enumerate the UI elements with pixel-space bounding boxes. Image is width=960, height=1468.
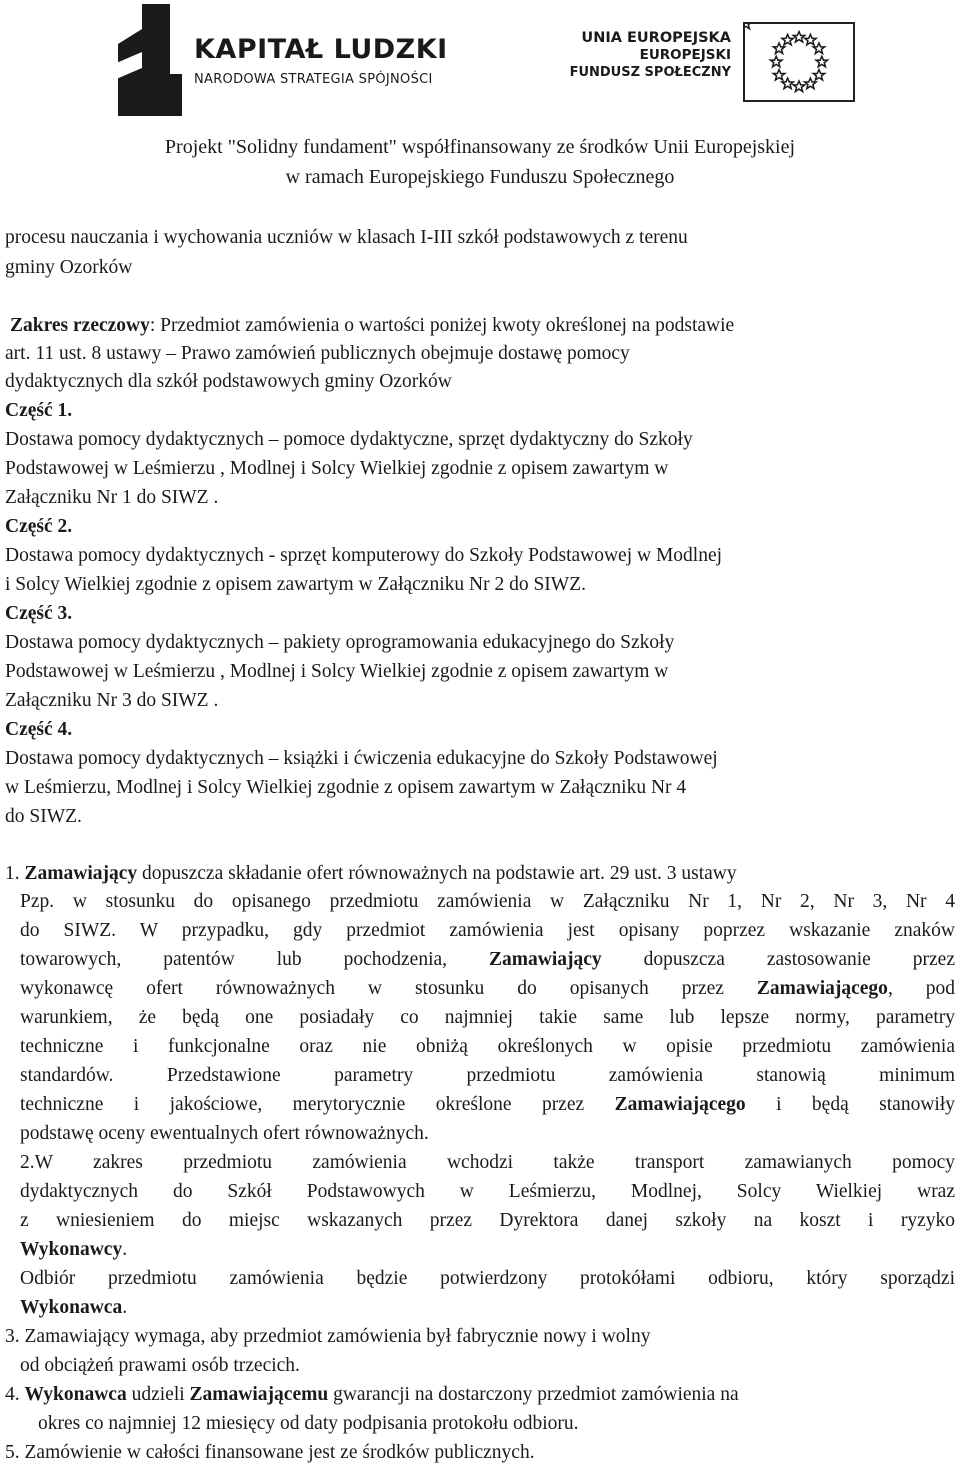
scope-line-3: dydaktycznych dla szkół podstawowych gminy Ozorków <box>5 371 452 392</box>
item-4-line-1-post: gwarancji na dostarczony przedmiot zamówienia na <box>328 1384 739 1405</box>
kapital-ludzki-emblem-icon <box>112 4 184 116</box>
part-4-line-1: Dostawa pomocy dydaktycznych – książki i ćwiczenia edukacyjne do Szkoły Podstawowej <box>5 748 718 769</box>
kapital-ludzki-subtitle: NARODOWA STRATEGIA SPÓJNOŚCI <box>194 72 433 87</box>
item-1-line-4-bold: Zamawiający <box>489 949 602 970</box>
scope-line-1-text: : Przedmiot zamówienia o wartości poniżej kwoty określonej na podstawie <box>149 315 735 336</box>
item-4-bold-wykonawca: Wykonawca <box>24 1384 127 1405</box>
item-2-line-6-bold: Wykonawca <box>20 1297 123 1318</box>
eu-line-2: EUROPEJSKI <box>639 47 731 63</box>
part-4-line-2: w Leśmierzu, Modlnej i Solcy Wielkiej zgodnie z opisem zawartym w Załączniku Nr 4 <box>5 777 687 798</box>
item-4-bold-zamawiajacemu: Zamawiającemu <box>189 1384 329 1405</box>
scope-line-1 <box>10 314 734 338</box>
part-1-heading <box>5 399 72 423</box>
item-2-line-6 <box>20 1296 955 1320</box>
part-2-line-2: i Solcy Wielkiej zgodnie z opisem zawartym w Załączniku Nr 2 do SIWZ. <box>5 574 586 595</box>
item-1-line-9-post: i będą stanowiły <box>745 1094 955 1115</box>
part-4-line-3: do SIWZ. <box>5 806 82 827</box>
part-1-heading-text: Część 1. <box>5 400 73 421</box>
item-2-line-3: z wniesieniem do miejsc wskazanych przez Dyrektora danej szkoły na koszt i ryzyko <box>20 1210 955 1231</box>
part-3-heading-text: Część 3. <box>5 603 73 624</box>
kapital-ludzki-logo <box>112 4 448 116</box>
item-4-line-1 <box>5 1383 739 1407</box>
part-1-line-1: Dostawa pomocy dydaktycznych – pomoce dydaktyczne, sprzęt dydaktyczny do Szkoły <box>5 429 693 450</box>
item-1-line-5-bold: Zamawiającego <box>756 978 888 999</box>
item-1-line-9-bold: Zamawiającego <box>614 1094 746 1115</box>
item-1-line-7: techniczne i funkcjonalne oraz nie obniżą określonych w opisie przedmiotu zamówienia <box>20 1036 955 1057</box>
item-3-line-2: od obciążeń prawami osób trzecich. <box>20 1355 300 1376</box>
part-3-line-1: Dostawa pomocy dydaktycznych – pakiety oprogramowania edukacyjnego do Szkoły <box>5 632 675 653</box>
eu-line-3: FUNDUSZ SPOŁECZNY <box>569 65 731 80</box>
item-1-line-9 <box>20 1093 955 1117</box>
part-1-line-2: Podstawowej w Leśmierzu , Modlnej i Solcy Wielkiej zgodnie z opisem zawartym w <box>5 458 669 479</box>
scope-line-2: art. 11 ust. 8 ustawy – Prawo zamówień publicznych obejmuje dostawę pomocy <box>5 343 630 364</box>
item-1-line-5 <box>20 977 955 1001</box>
intro-line-1: procesu nauczania i wychowania uczniów w klasach I-III szkół podstawowych z terenu <box>5 227 688 248</box>
item-3-line-1: 3. Zamawiający wymaga, aby przedmiot zamówienia był fabrycznie nowy i wolny <box>5 1326 651 1347</box>
scope-label: Zakres rzeczowy <box>10 315 150 336</box>
item-1-line-1-text: dopuszcza składanie ofert równoważnych na podstawie art. 29 ust. 3 ustawy <box>137 863 737 884</box>
eu-line-1: UNIA EUROPEJSKA <box>581 30 731 46</box>
part-3-line-2: Podstawowej w Leśmierzu , Modlnej i Solcy Wielkiej zgodnie z opisem zawartym w <box>5 661 669 682</box>
item-1-line-5-pre: wykonawcę ofert równoważnych w stosunku do opisanych przez <box>20 978 757 999</box>
item-2-line-4-bold: Wykonawcy <box>20 1239 123 1260</box>
part-1-line-3: Załączniku Nr 1 do SIWZ . <box>5 487 219 508</box>
item-2-line-5: Odbiór przedmiotu zamówienia będzie potwierdzony protokółami odbioru, który sporządzi <box>20 1268 955 1289</box>
item-1-line-10: podstawę oceny ewentualnych ofert równoważnych. <box>20 1123 429 1144</box>
item-2-line-6-post: . <box>122 1297 128 1318</box>
item-2-line-4 <box>20 1238 955 1262</box>
item-1-line-4-pre: towarowych, patentów lub pochodzenia, <box>20 949 489 970</box>
item-1-bold-zamawiajacy: Zamawiający <box>24 863 138 884</box>
part-2-heading <box>5 515 72 539</box>
item-4-number: 4. <box>5 1384 25 1405</box>
part-3-line-3: Załączniku Nr 3 do SIWZ . <box>5 690 219 711</box>
item-4-mid: udzieli <box>126 1384 190 1405</box>
item-2-line-2: dydaktycznych do Szkół Podstawowych w Leśmierzu, Modlnej, Solcy Wielkiej wraz <box>20 1181 955 1202</box>
item-1-line-1 <box>5 862 737 886</box>
part-2-line-1: Dostawa pomocy dydaktycznych - sprzęt komputerowy do Szkoły Podstawowej w Modlnej <box>5 545 723 566</box>
kapital-ludzki-title: KAPITAŁ LUDZKI <box>194 34 448 65</box>
eu-flag-stars-icon <box>743 22 855 102</box>
item-1-line-4 <box>20 948 955 972</box>
item-1-line-9-pre: techniczne i jakościowe, merytorycznie określone przez <box>20 1094 615 1115</box>
intro-line-2: gminy Ozorków <box>5 257 133 278</box>
item-1-line-2: Pzp. w stosunku do opisanego przedmiotu zamówienia w Załączniku Nr 1, Nr 2, Nr 3, Nr 4 <box>20 891 955 912</box>
page-header <box>0 0 960 128</box>
project-title-line-1: Projekt "Solidny fundament" współfinansowany ze środków Unii Europejskiej <box>164 136 796 158</box>
project-title-line-2: w ramach Europejskiego Funduszu Społecznego <box>285 166 675 188</box>
item-1-line-4-post: dopuszcza zastosowanie przez <box>601 949 955 970</box>
item-1-line-5-post: , pod <box>887 978 956 999</box>
item-1-line-8: standardów. Przedstawione parametry przedmiotu zamówienia stanowią minimum <box>20 1065 955 1086</box>
part-2-heading-text: Część 2. <box>5 516 73 537</box>
item-1-number: 1. <box>5 863 25 884</box>
item-1-line-3: do SIWZ. W przypadku, gdy przedmiot zamówienia jest opisany poprzez wskazanie znaków <box>20 920 955 941</box>
eu-efs-logo <box>569 22 855 102</box>
item-5-line-1: 5. Zamówienie w całości finansowane jest ze środków publicznych. <box>5 1442 535 1463</box>
item-1-line-6: warunkiem, że będą one posiadały co najmniej takie same lub lepsze normy, parametry <box>20 1007 955 1028</box>
item-2-line-4-post: . <box>122 1239 128 1260</box>
item-4-line-2: okres co najmniej 12 miesięcy od daty podpisania protokołu odbioru. <box>38 1413 579 1434</box>
eu-logo-text <box>570 30 731 81</box>
part-4-heading-text: Część 4. <box>5 719 73 740</box>
item-2-line-1: 2.W zakres przedmiotu zamówienia wchodzi także transport zamawianych pomocy <box>20 1152 955 1173</box>
part-4-heading <box>5 718 72 742</box>
part-3-heading <box>5 602 72 626</box>
